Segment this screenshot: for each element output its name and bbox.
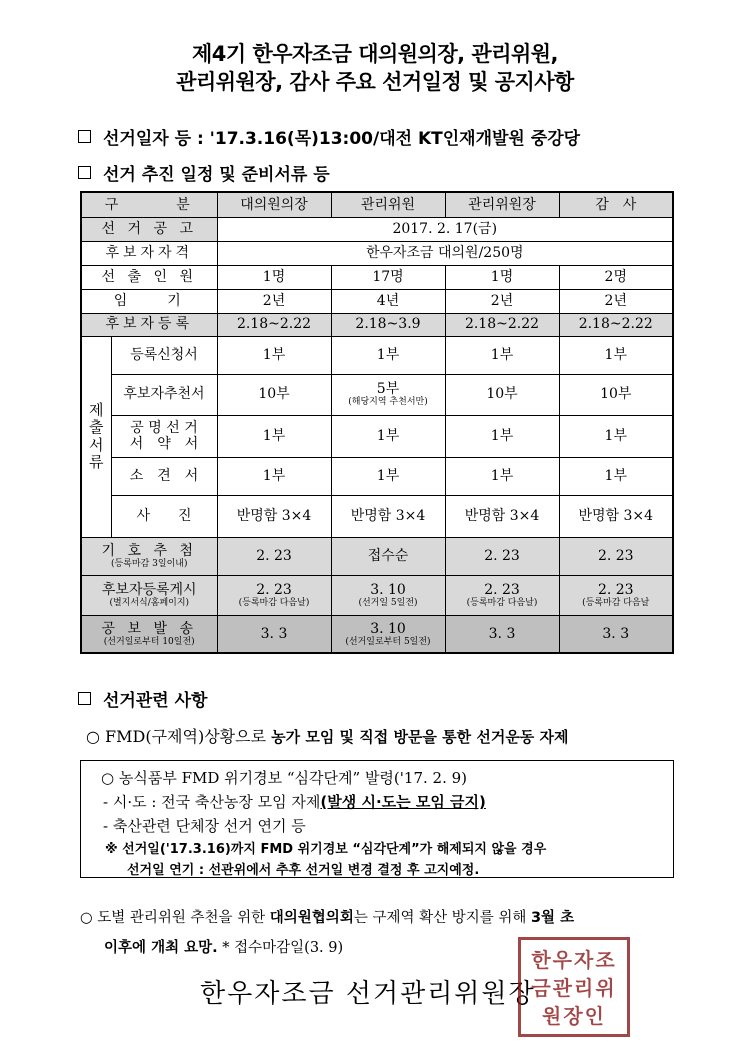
row-label-registration: 후보자등록 [81, 313, 217, 336]
last-b1: 이후에 개최 요망. [104, 940, 218, 956]
table-cell: 2.18~2.22 [217, 313, 331, 336]
docs-char: 서 [89, 435, 104, 454]
section-election-date-text: 선거일자 등 : '17.3.16(목)13:00/대전 KT인재개발원 중강당 [103, 129, 581, 149]
notice-line2-a: - 시·도 : 전국 축산농장 모임 자제 [103, 793, 321, 811]
fmd-notice-box [80, 760, 674, 878]
section-schedule [78, 160, 330, 185]
row-label-notice: 선 거 공 고 [81, 217, 217, 241]
notice-line1-text: 농식품부 FMD 위기경보 “심각단계” 발령('17. 2. 9) [118, 769, 467, 787]
table-row [81, 457, 673, 495]
table-cell: 반명함 3×4 [331, 495, 445, 537]
square-bullet-icon [78, 166, 91, 179]
table-cell: 반명함 3×4 [559, 495, 673, 537]
publication-label: 공 보 발 송 [101, 620, 197, 637]
table-cell: 1부 [331, 336, 445, 374]
table-cell: 3. 3 [445, 615, 559, 653]
table-row [81, 265, 673, 289]
table-cell: 10부 [217, 374, 331, 415]
table-cell: 1명 [217, 265, 331, 289]
recommendation-note: (해당지역 추천서만) [348, 397, 428, 408]
header-president: 관리위원장 [445, 192, 559, 217]
last-b2: * 접수마감일(3. 9) [217, 940, 344, 956]
docs-char: 류 [89, 452, 104, 471]
table-row [81, 415, 673, 457]
schedule-table [80, 191, 674, 654]
row-label-qualification: 후보자자격 [81, 241, 217, 265]
section-schedule-text: 선거 추진 일정 및 준비서류 등 [103, 165, 330, 185]
row-label-posting [81, 575, 217, 615]
notice-line5: 선거일 연기 : 선관위에서 추후 선거일 변경 결정 후 고지예정. [127, 863, 480, 878]
table-cell: 2년 [445, 289, 559, 313]
table-cell: 4년 [331, 289, 445, 313]
circle-bullet-icon: ○ [101, 769, 119, 787]
notice-line2-b: (발생 시·도는 모임 금지) [320, 793, 486, 811]
posting-value: 3. 10 [370, 581, 406, 598]
table-row [81, 615, 673, 653]
square-bullet-icon [78, 130, 91, 143]
row-label-publication [81, 615, 217, 653]
last-line-2 [104, 936, 343, 957]
last-line-1 [80, 906, 574, 927]
header-member: 관리위원 [331, 192, 445, 217]
publication-value: 3. 10 [370, 620, 406, 637]
table-cell: 10부 [445, 374, 559, 415]
table-cell: 1부 [445, 415, 559, 457]
table-cell: 1부 [559, 336, 673, 374]
pledge-label-line1: 공 명 선 거 [130, 419, 198, 436]
table-row [81, 374, 673, 415]
posting-value: 2. 23 [256, 581, 292, 598]
table-cell: 1부 [217, 336, 331, 374]
seal-graphic: 한우자조 금관리위 원장인 [531, 948, 617, 1028]
table-row [81, 289, 673, 313]
table-cell: 1부 [331, 415, 445, 457]
last-a2: 대의원협의회 [269, 910, 354, 926]
docs-char: 출 [89, 418, 104, 437]
table-cell: 2.18~3.9 [331, 313, 445, 336]
posting-note: (등록마감 다음날 [582, 597, 650, 608]
table-cell: 2. 23 [559, 537, 673, 575]
table-cell: 1부 [559, 457, 673, 495]
table-cell: 10부 [559, 374, 673, 415]
row-label-term: 임 기 [81, 289, 217, 313]
circle-bullet-icon: ○ [86, 727, 106, 746]
header-category: 구 분 [81, 192, 217, 217]
table-row [81, 336, 673, 374]
circle-bullet-icon: ○ [80, 910, 98, 926]
notice-line4: ※ 선거일('17.3.16)까지 FMD 위기경보 “심각단계”가 해제되지 않을 경우 [105, 842, 547, 857]
header-chair: 대의원의장 [217, 192, 331, 217]
table-cell: 접수순 [331, 537, 445, 575]
table-cell: 1부 [217, 457, 331, 495]
table-cell: 1명 [445, 265, 559, 289]
table-cell: 2년 [559, 289, 673, 313]
doc-label-application: 등록신청서 [111, 336, 217, 374]
section-election-date [78, 124, 580, 149]
row-label-count: 선 출 인 원 [81, 265, 217, 289]
table-row [81, 241, 673, 265]
posting-value: 2. 23 [597, 581, 634, 598]
table-cell: 1부 [445, 336, 559, 374]
notice-line3: - 축산관련 단체장 선거 연기 등 [103, 817, 306, 835]
doc-label-recommendation: 후보자추천서 [111, 374, 217, 415]
lottery-label: 기 호 추 첨 [101, 542, 197, 559]
publication-sub: (선거일로부터 10일전) [103, 636, 195, 647]
docs-group-label [81, 336, 111, 537]
notice-line2 [103, 791, 486, 812]
table-cell [445, 575, 559, 615]
table-cell: 1부 [331, 457, 445, 495]
notice-value: 2017. 2. 17(금) [217, 217, 673, 241]
table-cell: 17명 [331, 265, 445, 289]
publication-note: (선거일로부터 5일전) [345, 636, 431, 647]
notice-line1 [101, 767, 467, 788]
posting-sub: (별지서식/홈페이지) [109, 597, 190, 608]
pledge-label-line2: 서 약 서 [129, 436, 199, 452]
lottery-sub: (등록마감 3일이내) [111, 558, 188, 569]
title-line2: 관리위원장, 감사 주요 선거일정 및 공지사항 [176, 70, 574, 94]
table-cell [331, 374, 445, 415]
doc-label-opinion: 소 견 서 [111, 457, 217, 495]
section-election-matters-text: 선거관련 사항 [103, 691, 208, 711]
recommendation-member-value: 5부 [376, 381, 400, 398]
section-election-matters [78, 686, 207, 711]
table-cell [331, 615, 445, 653]
posting-note: (등록마감 다음날) [466, 597, 538, 608]
table-cell: 2년 [217, 289, 331, 313]
table-cell [217, 575, 331, 615]
fmd-line [86, 724, 569, 747]
official-seal [518, 937, 630, 1037]
last-a3: 는 구제역 확산 방지를 위해 [353, 910, 531, 926]
table-row [81, 575, 673, 615]
square-bullet-icon [78, 692, 91, 705]
docs-char: 제 [89, 401, 104, 419]
table-cell: 2.18~2.22 [445, 313, 559, 336]
table-cell: 3. 3 [559, 615, 673, 653]
table-cell: 3. 3 [217, 615, 331, 653]
table-row [81, 313, 673, 336]
doc-label-photo: 사 진 [111, 495, 217, 537]
fmd-line-b: 농가 모임 및 직접 방문을 통한 선거운동 자제 [271, 728, 569, 746]
table-cell: 1부 [445, 457, 559, 495]
signature: 한우자조금 선거관리위원장 [200, 979, 536, 1009]
table-cell: 2명 [559, 265, 673, 289]
table-cell: 2. 23 [445, 537, 559, 575]
doc-label-pledge [111, 415, 217, 457]
table-cell [559, 575, 673, 615]
posting-value: 2. 23 [484, 581, 520, 598]
table-row [81, 495, 673, 537]
header-auditor: 감 사 [559, 192, 673, 217]
table-row [81, 537, 673, 575]
table-cell: 1부 [559, 415, 673, 457]
posting-note: (등록마감 다음날) [238, 597, 310, 608]
title-line1: 제4기 한우자조금 대의원의장, 관리위원, [191, 42, 559, 66]
last-a1: 도별 관리위원 추천을 위한 [97, 910, 270, 926]
fmd-line-a: FMD(구제역)상황으로 [105, 727, 272, 746]
table-cell: 1부 [217, 415, 331, 457]
table-cell: 반명함 3×4 [217, 495, 331, 537]
table-header-row [81, 192, 673, 217]
table-cell: 2. 23 [217, 537, 331, 575]
table-row [81, 217, 673, 241]
table-cell [331, 575, 445, 615]
table-cell: 2.18~2.22 [559, 313, 673, 336]
table-cell: 반명함 3×4 [445, 495, 559, 537]
qualification-value: 한우자조금 대의원/250명 [217, 241, 673, 265]
posting-label: 후보자등록게시 [101, 581, 197, 598]
posting-note: (선거일 5일전) [358, 597, 418, 608]
last-a4: 3월 초 [530, 910, 575, 926]
row-label-lottery [81, 537, 217, 575]
